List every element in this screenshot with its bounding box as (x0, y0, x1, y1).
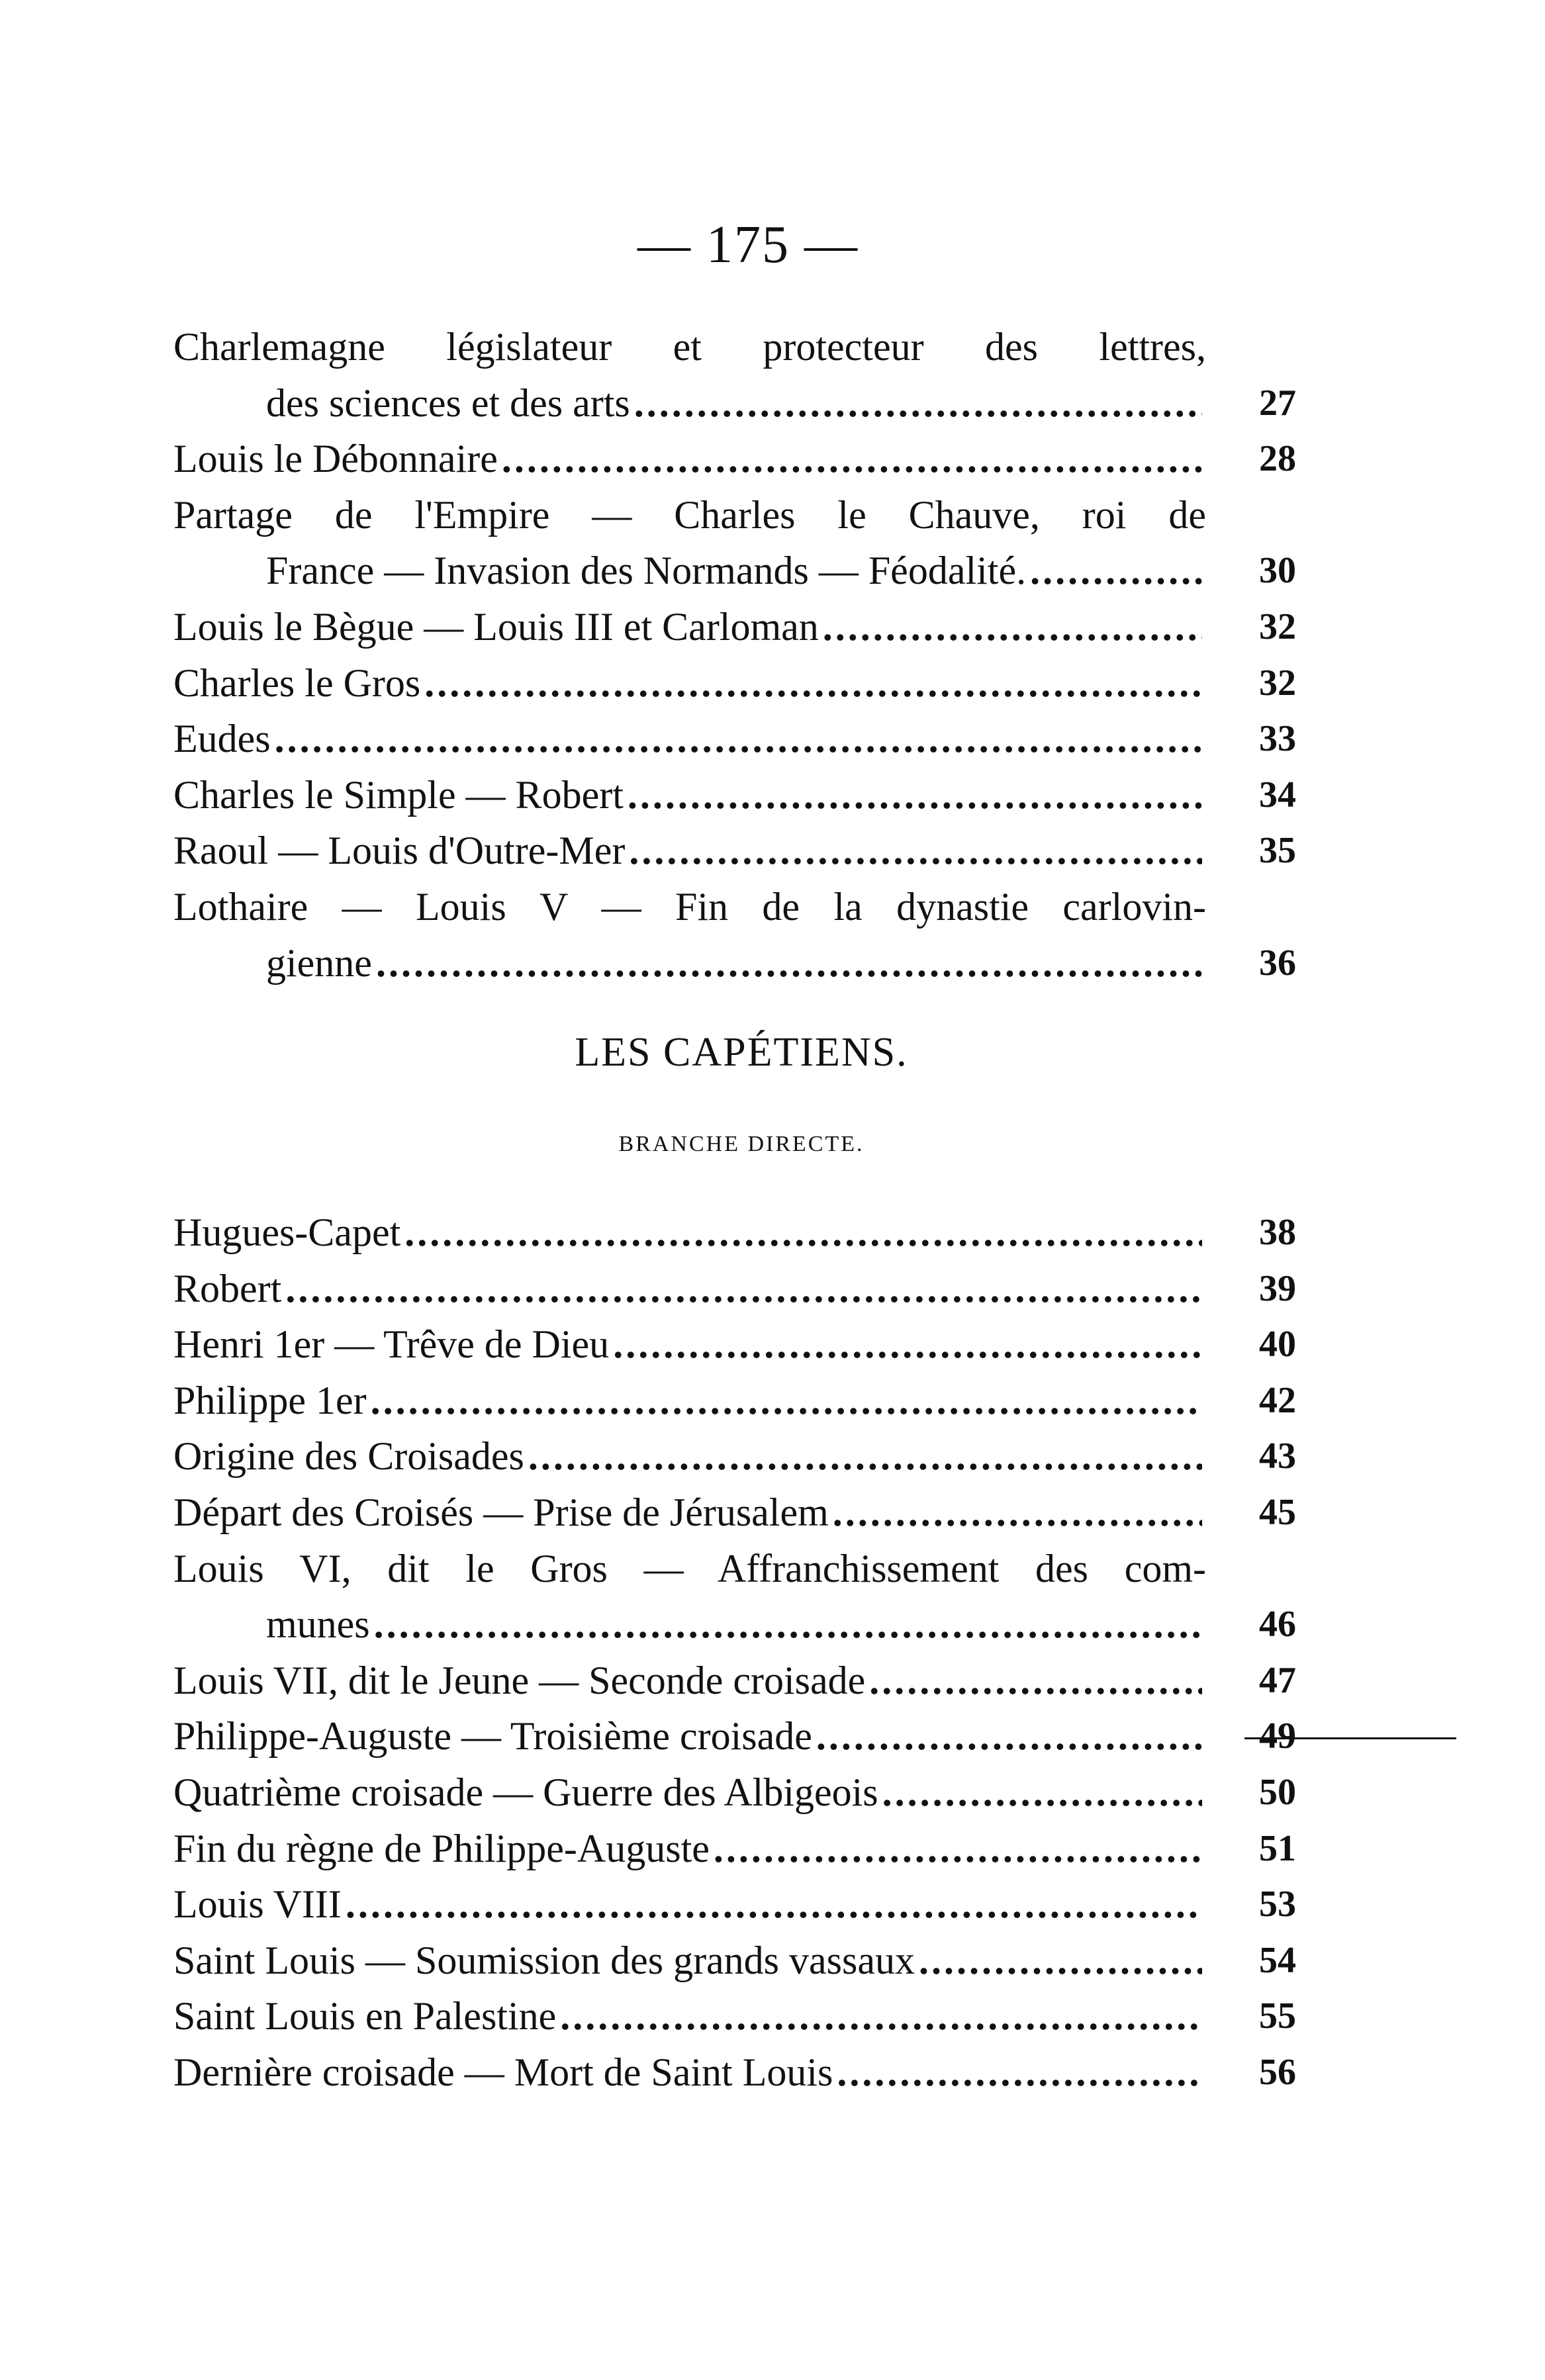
toc-entry (173, 1485, 1299, 1541)
toc-entry-last-line (173, 935, 1206, 991)
leader-dots (346, 1876, 1202, 1933)
leader-dots (404, 1205, 1202, 1261)
toc-entry-last-line (173, 1596, 1206, 1653)
toc-entry-title: Philippe 1er (173, 1378, 367, 1422)
toc-entry-title: Hugues-Capet (173, 1211, 401, 1254)
toc-entry (173, 711, 1299, 767)
toc-entry-page: 42 (1259, 1379, 1296, 1421)
toc-entry-page: 54 (1259, 1939, 1296, 1981)
toc-entry-title: Dernière croisade — Mort de Saint Louis (173, 2050, 833, 2094)
toc-entry-title: Louis le Débonnaire (173, 437, 498, 481)
toc-entry (173, 599, 1299, 655)
toc-entry-last-line (173, 1876, 1206, 1933)
leader-dots (634, 375, 1202, 432)
toc-entry-last-line (173, 2044, 1206, 2101)
toc-entry (173, 1316, 1299, 1373)
leader-dots (837, 2044, 1202, 2101)
leader-dots (629, 823, 1202, 879)
toc-entry-page: 39 (1259, 1267, 1296, 1309)
toc-entry (173, 655, 1299, 711)
toc-entry-title: Raoul — Louis d'Outre-Mer (173, 829, 626, 873)
leader-dots (528, 1428, 1202, 1485)
toc-section-carolingians (173, 319, 1299, 991)
toc-entry-page: 45 (1259, 1491, 1296, 1533)
toc-entry-line: Partage de l'Empire — Charles le Chauve, roi de (173, 492, 1206, 537)
toc-entry-last-line (173, 1933, 1206, 1989)
toc-entry-page: 50 (1259, 1771, 1296, 1813)
toc-entry-title: Henri 1er — Trêve de Dieu (173, 1322, 610, 1367)
toc-entry-last-line (173, 655, 1206, 711)
leader-dots (823, 599, 1202, 655)
toc-entry-last-line (173, 1428, 1206, 1485)
toc-entry (173, 1876, 1299, 1933)
toc-entry (173, 879, 1299, 991)
leader-dots (374, 1596, 1202, 1653)
leader-dots (628, 767, 1202, 823)
leader-dots (833, 1485, 1202, 1541)
toc-entry-page: 46 (1259, 1604, 1296, 1645)
toc-entry-line: Lothaire — Louis V — Fin de la dynastie carlovin- (173, 884, 1206, 929)
leader-dots (424, 655, 1202, 711)
toc-entry-page: 36 (1259, 942, 1296, 984)
toc-entry-last-line (173, 1708, 1206, 1764)
toc-entry (173, 1205, 1299, 1261)
toc-entry-page: 35 (1259, 830, 1296, 872)
toc-entry-title: Origine des Croisades (173, 1434, 524, 1479)
toc-entry (173, 431, 1299, 487)
toc-entry (173, 319, 1299, 431)
toc-entry-last-line (173, 1261, 1206, 1317)
toc-entry-title: Saint Louis en Palestine (173, 1994, 557, 2038)
leader-dots (560, 1988, 1202, 2044)
toc-entry (173, 1373, 1299, 1429)
toc-entry-page: 30 (1259, 550, 1296, 592)
toc-entry-last-line (173, 431, 1206, 487)
toc-entry-title: Fin du règne de Philippe-Auguste (173, 1826, 710, 1870)
toc-entry (173, 1764, 1299, 1821)
toc-entry-last-line (173, 711, 1206, 767)
toc-entry-last-line (173, 543, 1206, 599)
toc-entry-page: 55 (1259, 1995, 1296, 2037)
toc-entry (173, 1428, 1299, 1485)
toc-entry (173, 1541, 1299, 1653)
section-heading: LES CAPÉTIENS. (575, 1030, 908, 1075)
leader-dots (1030, 543, 1202, 599)
sub-heading: BRANCHE DIRECTE. (618, 1132, 865, 1156)
toc-entry-last-line (173, 1764, 1206, 1821)
toc-entry-page: 40 (1259, 1324, 1296, 1365)
toc-entry-page: 38 (1259, 1212, 1296, 1253)
toc-entry-last-line (173, 1316, 1206, 1373)
toc-entry-title: Louis VII, dit le Jeune — Seconde croisade (173, 1658, 866, 1702)
leader-dots (816, 1708, 1202, 1764)
toc-entry-title: Charles le Gros (173, 661, 421, 705)
toc-entry-page: 34 (1259, 774, 1296, 815)
toc-entry-title: Philippe-Auguste — Troisième croisade (173, 1714, 812, 1759)
toc-entry-title: Eudes (173, 717, 271, 761)
toc-entry-page: 49 (1259, 1716, 1296, 1757)
toc-entry-page: 47 (1259, 1659, 1296, 1701)
toc-entry (173, 767, 1299, 823)
toc-entry (173, 1821, 1299, 1877)
toc-entry-page: 32 (1259, 662, 1296, 704)
toc-entry (173, 1988, 1299, 2044)
toc-entry-last-line (173, 1988, 1206, 2044)
toc-entry (173, 823, 1299, 879)
page-number: — 175 — (637, 216, 859, 274)
toc-entry-last-line (173, 1485, 1206, 1541)
toc-entry-page: 32 (1259, 606, 1296, 647)
toc-entry-page: 53 (1259, 1884, 1296, 1925)
toc-entry-last-line (173, 767, 1206, 823)
margin-rule-line (1244, 1737, 1456, 1739)
leader-dots (502, 431, 1202, 487)
toc-entry (173, 487, 1299, 599)
toc-entry-last-line (173, 1821, 1206, 1877)
toc-entry (173, 1653, 1299, 1709)
leader-dots (376, 935, 1202, 991)
toc-entry-line: Charlemagne législateur et protecteur des lettres, (173, 325, 1206, 369)
toc-entry-last-line (173, 1373, 1206, 1429)
toc-entry-page: 33 (1259, 718, 1296, 760)
toc-entry-page: 43 (1259, 1436, 1296, 1477)
leader-dots (714, 1821, 1202, 1877)
toc-entry-last-line (173, 1205, 1206, 1261)
toc-entry (173, 1933, 1299, 1989)
toc-entry-title: Quatrième croisade — Guerre des Albigeois (173, 1770, 878, 1814)
toc-entry-last-line (173, 1653, 1206, 1709)
toc-entry-last-line (173, 375, 1206, 432)
toc-entry (173, 2044, 1299, 2101)
leader-dots (371, 1373, 1202, 1429)
toc-entry-title: munes (266, 1602, 370, 1647)
toc-entry-last-line (173, 823, 1206, 879)
toc-entry-title: Robert (173, 1266, 282, 1310)
toc-entry-page: 28 (1259, 438, 1296, 480)
toc-entry-title: gienne (266, 940, 372, 985)
leader-dots (919, 1933, 1202, 1989)
leader-dots (613, 1316, 1202, 1373)
leader-dots (882, 1764, 1202, 1821)
toc-entry-title: France — Invasion des Normands — Féodalité. (266, 549, 1027, 593)
toc-section-capetians (173, 1205, 1299, 2101)
toc-entry (173, 1261, 1299, 1317)
toc-entry-page: 27 (1259, 382, 1296, 424)
toc-entry-title: Départ des Croisés — Prise de Jérusalem (173, 1490, 829, 1534)
toc-entry-title: des sciences et des arts (266, 381, 630, 425)
leader-dots (869, 1653, 1202, 1709)
toc-entry-title: Louis VIII (173, 1882, 342, 1927)
leader-dots (275, 711, 1202, 767)
toc-entry-page: 51 (1259, 1827, 1296, 1869)
toc-entry-line: Louis VI, dit le Gros — Affranchissement des com- (173, 1546, 1206, 1590)
toc-entry-title: Saint Louis — Soumission des grands vassaux (173, 1938, 915, 1982)
toc-entry-last-line (173, 599, 1206, 655)
toc-entry-title: Charles le Simple — Robert (173, 772, 624, 817)
toc-entry-page: 56 (1259, 2051, 1296, 2093)
toc-entry (173, 1708, 1299, 1764)
toc-entry-title: Louis le Bègue — Louis III et Carloman (173, 604, 819, 649)
leader-dots (285, 1261, 1202, 1317)
